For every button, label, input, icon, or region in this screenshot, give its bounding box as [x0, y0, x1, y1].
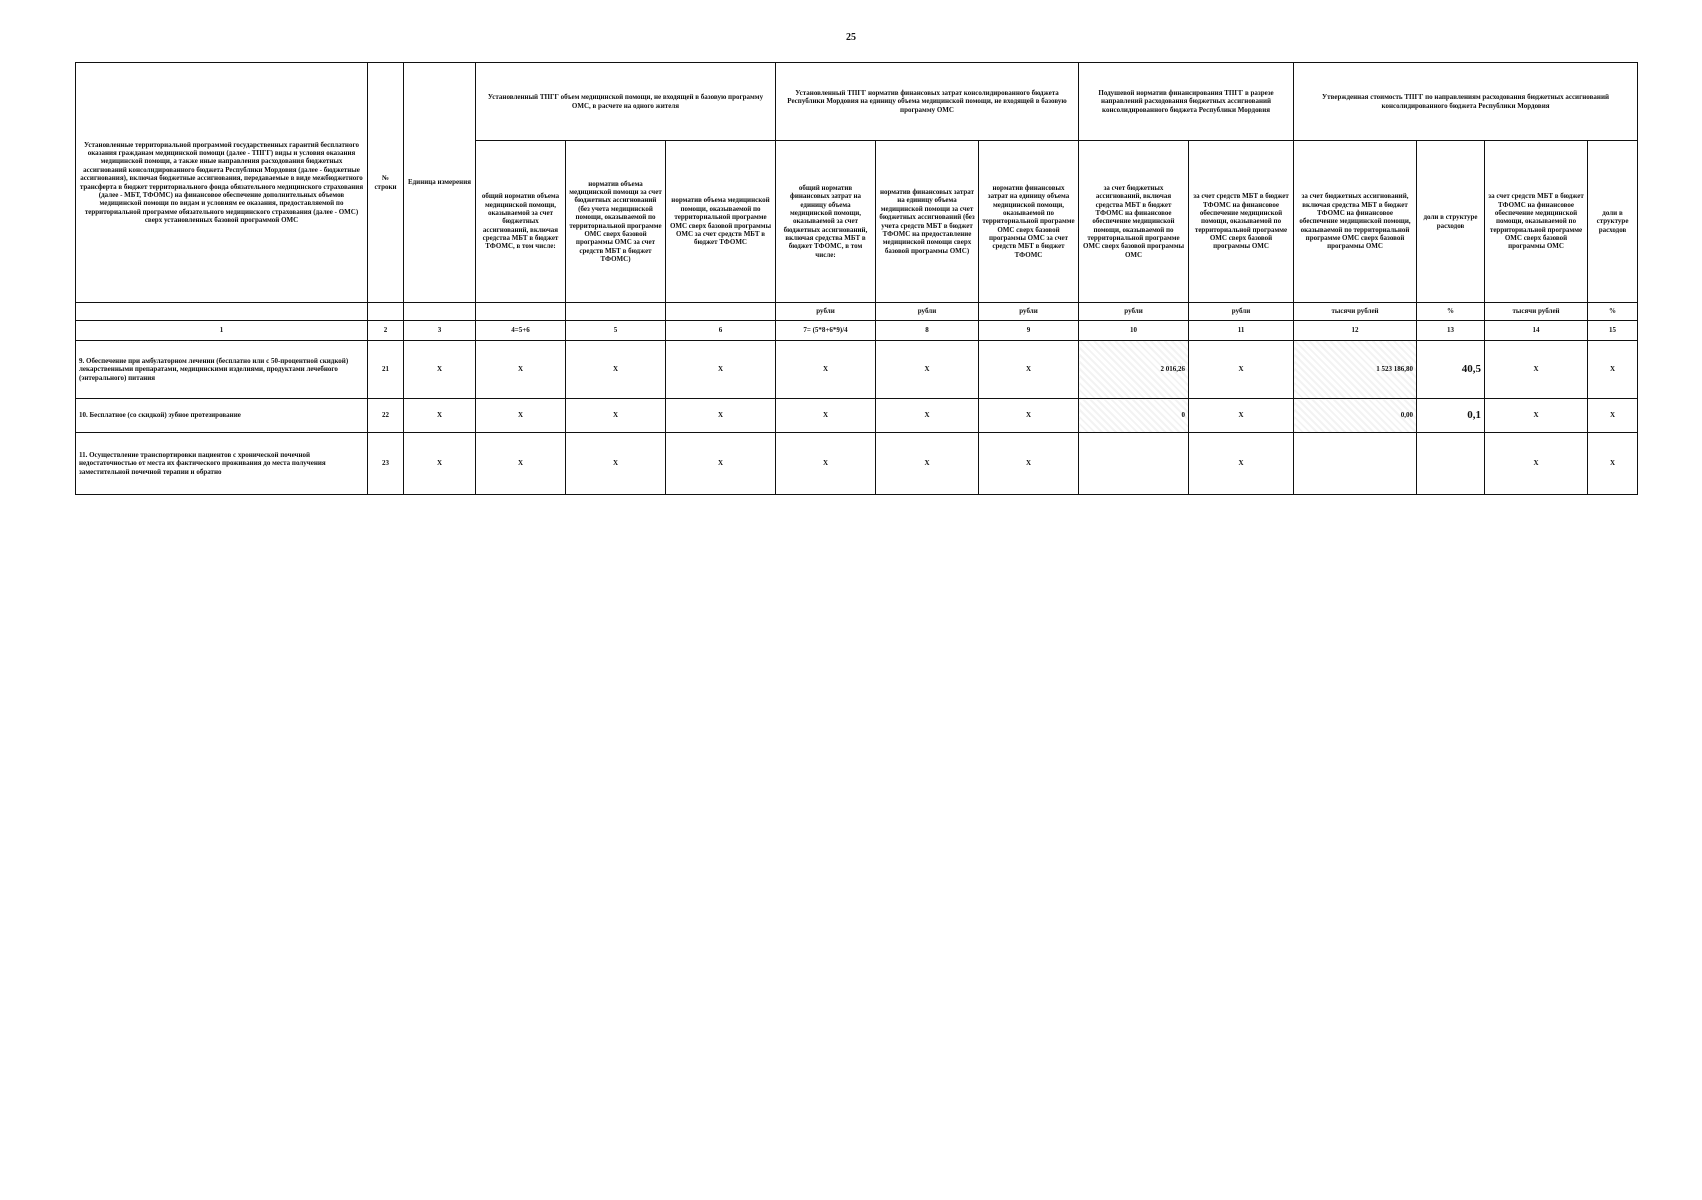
unit-cell: % — [1417, 303, 1485, 321]
cell-col10: 2 016,26 — [1079, 341, 1189, 399]
page-number: 25 — [846, 32, 856, 43]
cell-col8: X — [876, 399, 979, 433]
row-label: 11. Осуществление транспортировки пациентов с хронической почечной недостаточностью от места их фактического проживания до места получения заместительной почечной терапии и обратно — [76, 433, 368, 495]
unit-cell: рубли — [979, 303, 1079, 321]
header-row-groups — [76, 63, 1638, 141]
column-number: 11 — [1189, 321, 1294, 341]
cell-col15: X — [1588, 341, 1638, 399]
header-group-total: Утвержденная стоимость ТПГГ по направлениям расходования бюджетных ассигнований консолидированного бюджета Республики Мордовия — [1294, 63, 1638, 141]
cell-col6: X — [666, 341, 776, 399]
column-number: 4=5+6 — [476, 321, 566, 341]
column-number: 8 — [876, 321, 979, 341]
cell-col9: X — [979, 433, 1079, 495]
column-number: 6 — [666, 321, 776, 341]
cell-col4: X — [476, 433, 566, 495]
header-sub-col6: норматив объема медицинской помощи, оказываемой по территориальной программе ОМС сверх базовой программы ОМС за счет средств МБТ в бюджет ТФОМС — [666, 141, 776, 303]
row-number: 23 — [368, 433, 404, 495]
unit-cell-empty — [404, 303, 476, 321]
cell-col8: X — [876, 433, 979, 495]
cell-col9: X — [979, 341, 1079, 399]
cell-col8: X — [876, 341, 979, 399]
header-units-row — [76, 303, 1638, 321]
header-group-volume: Установленный ТПГГ объем медицинской помощи, не входящей в базовую программу ОМС, в расчете на одного жителя — [476, 63, 776, 141]
header-sub-col15: доли в структуре расходов — [1588, 141, 1638, 303]
cell-col11: X — [1189, 341, 1294, 399]
table-row — [76, 433, 1638, 495]
cell-col5: X — [566, 399, 666, 433]
cell-col15: X — [1588, 399, 1638, 433]
unit-cell: тысячи рублей — [1294, 303, 1417, 321]
unit-cell: % — [1588, 303, 1638, 321]
cell-col13 — [1417, 433, 1485, 495]
cell-col7: X — [776, 341, 876, 399]
column-number: 13 — [1417, 321, 1485, 341]
cell-col5: X — [566, 433, 666, 495]
column-number: 1 — [76, 321, 368, 341]
cell-col12: 1 523 186,80 — [1294, 341, 1417, 399]
cell-col10: 0 — [1079, 399, 1189, 433]
cell-col7: X — [776, 399, 876, 433]
header-sub-col8: норматив финансовых затрат на единицу объема медицинской помощи за счет бюджетных ассигнований (без учета средств МБТ в бюджет ТФОМС на предоставление медицинской помощи сверх базовой программы ОМС) — [876, 141, 979, 303]
row-label: 10. Бесплатное (со скидкой) зубное протезирование — [76, 399, 368, 433]
row-number: 22 — [368, 399, 404, 433]
cell-col3: X — [404, 341, 476, 399]
header-sub-col7: общий норматив финансовых затрат на единицу объема медицинской помощи, оказываемой за счет бюджетных ассигнований, включая средства МБТ в бюджет ТФОМС, в том числе: — [776, 141, 876, 303]
unit-cell: тысячи рублей — [1485, 303, 1588, 321]
column-number: 9 — [979, 321, 1079, 341]
cell-col14: X — [1485, 341, 1588, 399]
cell-col12 — [1294, 433, 1417, 495]
cell-col3: X — [404, 433, 476, 495]
table-row — [76, 399, 1638, 433]
row-label: 9. Обеспечение при амбулаторном лечении (бесплатно или с 50-процентной скидкой) лекарственными препаратами, медицинскими изделиями, продуктами лечебного (энтерального) питания — [76, 341, 368, 399]
header-first-column: Установленные территориальной программой государственных гарантий бесплатного оказания гражданам медицинской помощи (далее - ТПГГ) виды и условия оказания медицинской помощи, а также иные направления расходования бюджетных ассигнований консолидированного бюджета Республики Мордовия (далее - бюджетные ассигнования), включая бюджетные ассигнования, передаваемые в виде межбюджетного трансферта в бюджет территориального фонда обязательного медицинского страхования (далее - МБТ, ТФОМС) на финансовое обеспечение дополнительных объемов медицинской помощи по видам и условиям ее оказания, предоставляемой по территориальной программе обязательного медицинского страхования (далее - ОМС) сверх установленных базовой программой ОМС — [76, 63, 368, 303]
column-number: 5 — [566, 321, 666, 341]
cell-col11: X — [1189, 433, 1294, 495]
column-number: 3 — [404, 321, 476, 341]
cell-col5: X — [566, 341, 666, 399]
header-group-percapita: Подушевой норматив финансирования ТПГГ в разрезе направлений расходования бюджетных ассигнований консолидированного бюджета Республики Мордовия — [1079, 63, 1294, 141]
unit-cell: рубли — [876, 303, 979, 321]
unit-cell-empty — [666, 303, 776, 321]
column-number: 10 — [1079, 321, 1189, 341]
header-sub-col4: общий норматив объема медицинской помощи, оказываемой за счет бюджетных ассигнований, включая средства МБТ в бюджет ТФОМС, в том числе: — [476, 141, 566, 303]
column-number: 15 — [1588, 321, 1638, 341]
unit-cell: рубли — [1189, 303, 1294, 321]
header-row-number: № строки — [368, 63, 404, 303]
column-number: 12 — [1294, 321, 1417, 341]
column-number: 14 — [1485, 321, 1588, 341]
unit-cell: рубли — [1079, 303, 1189, 321]
cell-col4: X — [476, 399, 566, 433]
cell-col4: X — [476, 341, 566, 399]
cell-col14: X — [1485, 433, 1588, 495]
cell-col3: X — [404, 399, 476, 433]
header-sub-col10: за счет бюджетных ассигнований, включая средства МБТ в бюджет ТФОМС на финансовое обеспечение медицинской помощи, оказываемой по территориальной программе ОМС сверх базовой программы ОМС — [1079, 141, 1189, 303]
cell-col13: 40,5 — [1417, 341, 1485, 399]
table-row — [76, 341, 1638, 399]
column-numbers-row — [76, 321, 1638, 341]
unit-cell-empty — [76, 303, 368, 321]
cell-col12: 0,00 — [1294, 399, 1417, 433]
header-sub-col5: норматив объема медицинской помощи за счет бюджетных ассигнований (без учета медицинской помощи, оказываемой по территориальной программе ОМС сверх базовой программы ОМС за счет средств МБТ в бюджет ТФОМС) — [566, 141, 666, 303]
cell-col9: X — [979, 399, 1079, 433]
cell-col10 — [1079, 433, 1189, 495]
unit-cell-empty — [368, 303, 404, 321]
cell-col6: X — [666, 399, 776, 433]
header-sub-col14: за счет средств МБТ в бюджет ТФОМС на финансовое обеспечение медицинской помощи, оказываемой по территориальной программе ОМС сверх базовой программы ОМС — [1485, 141, 1588, 303]
cell-col13: 0,1 — [1417, 399, 1485, 433]
header-unit: Единица измерения — [404, 63, 476, 303]
header-sub-col12: за счет бюджетных ассигнований, включая средства МБТ в бюджет ТФОМС на финансовое обеспечение медицинской помощи, оказываемой по территориальной программе ОМС сверх базовой программы ОМС — [1294, 141, 1417, 303]
cell-col7: X — [776, 433, 876, 495]
column-number: 7= (5*8+6*9)/4 — [776, 321, 876, 341]
header-sub-col13: доли в структуре расходов — [1417, 141, 1485, 303]
cell-col6: X — [666, 433, 776, 495]
unit-cell-empty — [476, 303, 566, 321]
cell-col11: X — [1189, 399, 1294, 433]
cell-col15: X — [1588, 433, 1638, 495]
column-number: 2 — [368, 321, 404, 341]
header-sub-col11: за счет средств МБТ в бюджет ТФОМС на финансовое обеспечение медицинской помощи, оказываемой по территориальной программе ОМС сверх базовой программы ОМС — [1189, 141, 1294, 303]
financing-table — [75, 62, 1638, 495]
row-number: 21 — [368, 341, 404, 399]
unit-cell: рубли — [776, 303, 876, 321]
unit-cell-empty — [566, 303, 666, 321]
header-group-cost: Установленный ТПГГ норматив финансовых затрат консолидированного бюджета Республики Мордовия на единицу объема медицинской помощи, не входящей в базовую программу ОМС — [776, 63, 1079, 141]
cell-col14: X — [1485, 399, 1588, 433]
header-sub-col9: норматив финансовых затрат на единицу объема медицинской помощи, оказываемой по территориальной программе ОМС сверх базовой программы ОМС за счет средств МБТ в бюджет ТФОМС — [979, 141, 1079, 303]
